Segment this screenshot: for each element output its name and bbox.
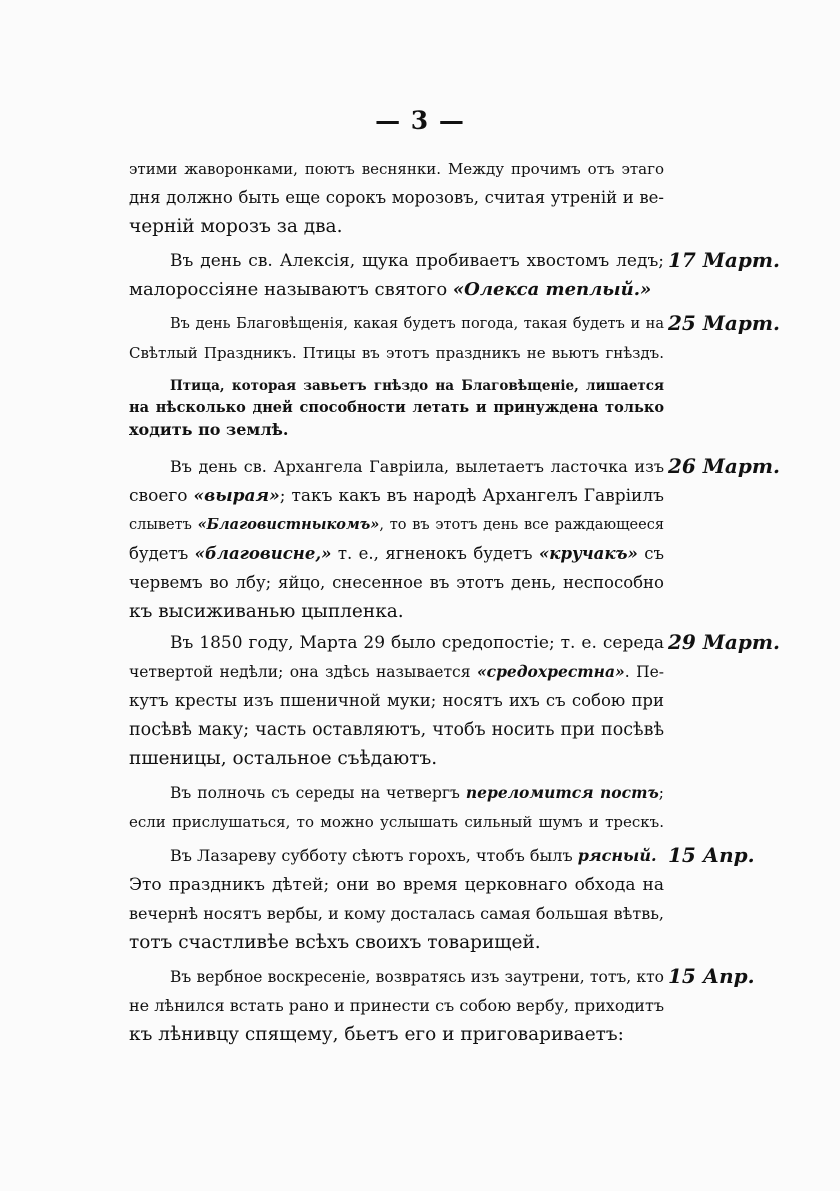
text-line: тотъ счастливѣе всѣхъ своихъ товарищей. — [129, 932, 541, 953]
text-line: Въ день Благовѣщенія, какая будетъ погода, такая будетъ и на — [170, 316, 664, 332]
text-line: Это праздникъ дѣтей; они во время церковнаго обхода на — [129, 875, 664, 895]
text-line: къ высиживанью цыпленка. — [129, 601, 404, 622]
text-line: вечернѣ носятъ вербы, и кому досталась самая большая вѣтвь, — [129, 904, 664, 923]
text-line: Въ день св. Архангела Гавріила, вылетаетъ ласточка изъ — [170, 457, 664, 476]
margin-date-note: 26 Март. — [668, 454, 781, 478]
text-line: Свѣтлый Праздникъ. Птицы въ этотъ праздникъ не вьютъ гнѣздъ. — [129, 344, 664, 362]
text-line: червемъ во лбу; яйцо, снесенное въ этотъ день, неспособно — [129, 573, 664, 592]
text-line: малороссіяне называютъ святого «Олекса теплый.» — [129, 279, 652, 300]
margin-date-note: 15 Апр. — [668, 843, 755, 867]
text-line: пшеницы, остальное съѣдаютъ. — [129, 748, 438, 769]
text-line: Въ день св. Алексія, щука пробиваетъ хвостомъ ледъ; — [170, 251, 664, 271]
text-line: будетъ «благовисне,» т. е., ягненокъ будетъ «кручакъ» съ — [129, 544, 665, 563]
text-line: Въ 1850 году, Марта 29 было средопостіе; т. е. середа — [170, 633, 664, 653]
text-line: дня должно быть еще сорокъ морозовъ, считая утренiй и ве- — [129, 188, 664, 207]
small-print-line: на нѣсколько дней способности летать и принуждена только — [129, 399, 664, 416]
text-line: черній морозъ за два. — [129, 216, 343, 237]
text-line: Въ Лазареву субботу сѣютъ горохъ, чтобъ былъ рясный. — [170, 846, 657, 865]
page-number: — 3 — — [375, 106, 465, 135]
text-line: своего «вырая»; такъ какъ въ народѣ Архангелъ Гавріилъ — [129, 486, 664, 506]
text-line: посѣвѣ маку; часть оставляютъ, чтобъ носить при посѣвѣ — [129, 720, 664, 740]
text-line: къ лѣнивцу спящему, бьетъ его и приговариваетъ: — [129, 1024, 624, 1045]
small-print-line: Птица, которая завьетъ гнѣздо на Благовѣщеніе, лишается — [170, 378, 664, 394]
margin-date-note: 29 Март. — [668, 630, 781, 654]
margin-date-note: 17 Март. — [668, 248, 781, 272]
margin-date-note: 15 Апр. — [668, 964, 755, 988]
text-line: четвертой недѣли; она здѣсь называется «средохрестна». Пе- — [129, 662, 664, 681]
margin-date-note: 25 Март. — [668, 311, 781, 335]
text-line: этими жаворонками, поютъ веснянки. Между прочимъ отъ этаго — [129, 160, 664, 178]
text-line: Въ полночь съ середы на четвергъ переломится постъ; — [170, 783, 664, 802]
text-line: кутъ кресты изъ пшеничной муки; носятъ ихъ съ собою при — [129, 691, 664, 710]
small-print-line: ходить по землѣ. — [129, 420, 289, 439]
text-line: слыветъ «Благовистныкомъ», то въ этотъ день все раждающееся — [129, 516, 664, 533]
text-line: если прислушаться, то можно услышать сильный шумъ и трескъ. — [129, 813, 664, 831]
text-line: Въ вербное воскресеніе, возвратясь изъ заутрени, тотъ, кто — [170, 968, 664, 986]
text-line: не лѣнился встать рано и принести съ собою вербу, приходитъ — [129, 996, 664, 1015]
